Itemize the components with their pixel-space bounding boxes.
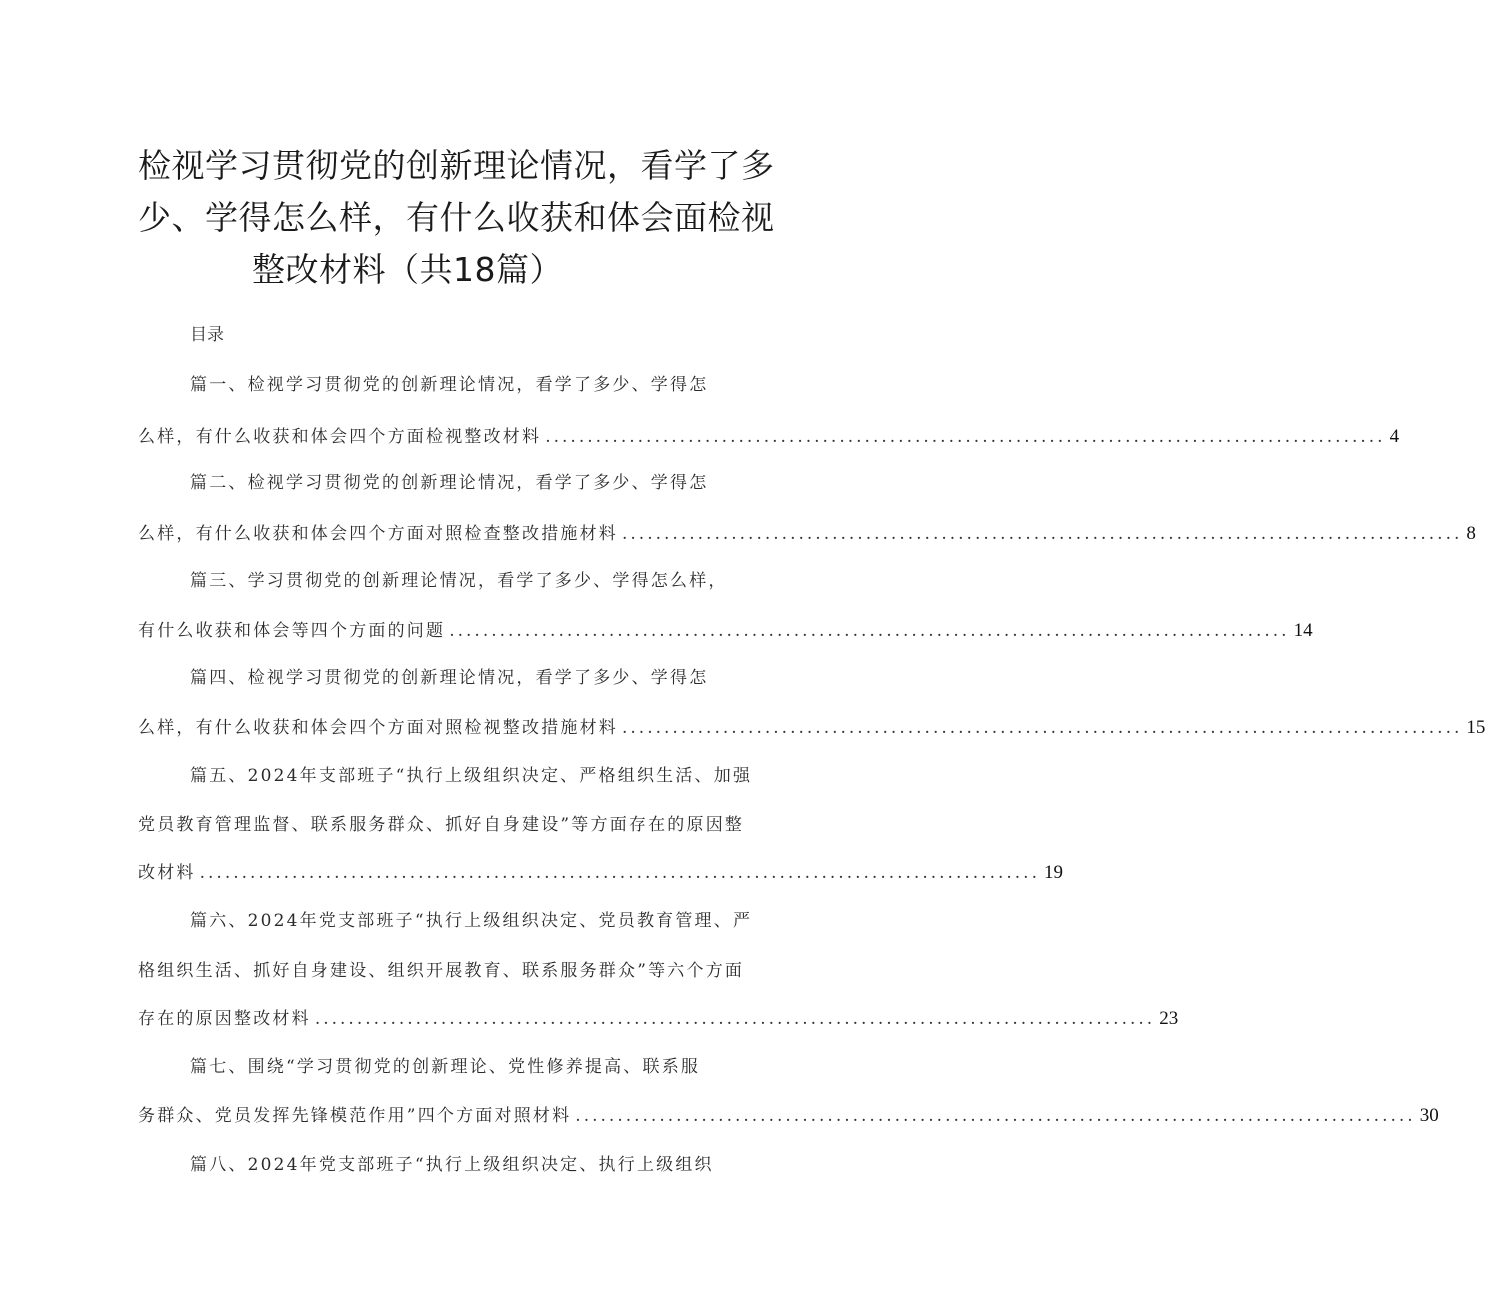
toc-entry-2-text: 么样，有什么收获和体会四个方面对照检查整改措施材料	[138, 524, 618, 544]
toc-entry-7-page: 30	[1419, 1105, 1439, 1126]
toc-entry-7-line-1: 篇七、围绕“学习贯彻党的创新理论、党性修养提高、联系服	[190, 1057, 701, 1077]
toc-entry-6-line-2: 格组织生活、抓好自身建设、组织开展教育、联系服务群众”等六个方面	[138, 961, 745, 981]
toc-entry-2-line-1: 篇二、检视学习贯彻党的创新理论情况，看学了多少、学得怎	[190, 473, 709, 493]
toc-entry-5-line-2: 党员教育管理监督、联系服务群众、抓好自身建设”等方面存在的原因整	[138, 815, 745, 835]
toc-entry-7-link[interactable]	[138, 1101, 1439, 1127]
document-title	[138, 140, 818, 296]
toc-entry-6-page: 23	[1159, 1008, 1179, 1029]
toc-leader-dots: ....................................................................................................	[622, 524, 1463, 544]
toc-entry-3-link[interactable]	[138, 616, 1313, 642]
toc-entry-1-page: 4	[1389, 426, 1400, 447]
toc-entry-8-line-1: 篇八、2024年党支部班子“执行上级组织决定、执行上级组织	[190, 1155, 714, 1175]
toc-entry-5-text: 改材料	[138, 863, 196, 883]
toc-leader-dots: ....................................................................................................	[622, 718, 1463, 738]
toc-entry-3-line-1: 篇三、学习贯彻党的创新理论情况，看学了多少、学得怎么样，	[190, 571, 728, 591]
toc-entry-1-text: 么样，有什么收获和体会四个方面检视整改材料	[138, 427, 542, 447]
toc-entry-4-text: 么样，有什么收获和体会四个方面对照检视整改措施材料	[138, 718, 618, 738]
title-line-1: 检视学习贯彻党的创新理论情况，看学了多	[138, 146, 775, 185]
toc-leader-dots: ....................................................................................................	[199, 863, 1040, 883]
toc-entry-5-page: 19	[1044, 862, 1063, 883]
toc-leader-dots: ....................................................................................................	[314, 1009, 1156, 1029]
toc-entry-2-link[interactable]	[138, 519, 1476, 545]
toc-entry-6-link[interactable]	[138, 1004, 1179, 1030]
toc-leader-dots: ....................................................................................................	[575, 1106, 1416, 1126]
toc-entry-4-page: 15	[1466, 717, 1485, 738]
toc-entry-7-text: 务群众、党员发挥先锋模范作用”四个方面对照材料	[138, 1106, 572, 1126]
toc-entry-1-link[interactable]	[138, 422, 1400, 448]
title-line-3: 整改材料（共18篇）	[252, 250, 563, 289]
toc-entry-6-text: 存在的原因整改材料	[138, 1009, 311, 1029]
toc-heading: 目录	[190, 325, 224, 345]
toc-entry-4-link[interactable]	[138, 713, 1485, 739]
toc-entry-4-line-1: 篇四、检视学习贯彻党的创新理论情况，看学了多少、学得怎	[190, 668, 709, 688]
toc-entry-3-text: 有什么收获和体会等四个方面的问题	[138, 621, 446, 641]
toc-entry-5-line-1: 篇五、2024年支部班子“执行上级组织决定、严格组织生活、加强	[190, 766, 753, 786]
toc-entry-3-page: 14	[1293, 620, 1313, 641]
toc-entry-2-page: 8	[1466, 523, 1476, 544]
toc-entry-1-line-1: 篇一、检视学习贯彻党的创新理论情况，看学了多少、学得怎	[190, 375, 709, 395]
toc-leader-dots: ....................................................................................................	[449, 621, 1290, 641]
toc-entry-6-line-1: 篇六、2024年党支部班子“执行上级组织决定、党员教育管理、严	[190, 911, 753, 931]
toc-leader-dots: ....................................................................................................	[545, 427, 1386, 447]
toc-entry-5-link[interactable]	[138, 858, 1063, 884]
title-line-2: 少、学得怎么样，有什么收获和体会面检视	[138, 198, 775, 237]
